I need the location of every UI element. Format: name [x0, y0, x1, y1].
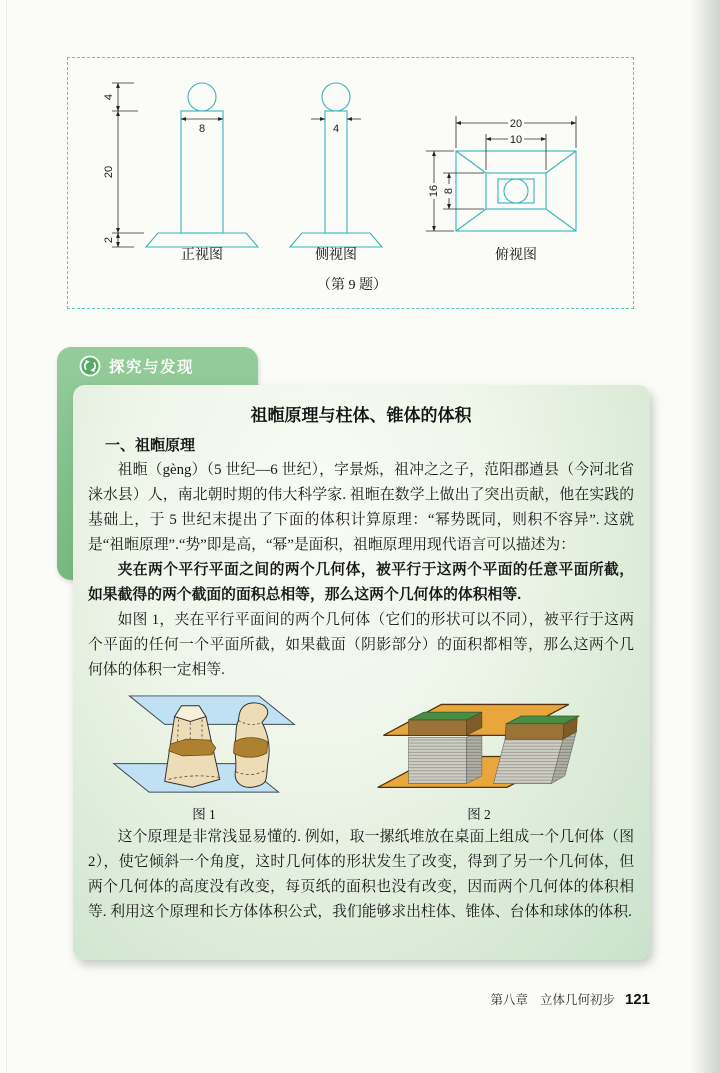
chapter-label: 第八章 — [490, 993, 528, 1007]
three-views-svg — [68, 58, 633, 308]
problem-caption: （第 9 题） — [317, 278, 387, 293]
side-view-label: 侧视图 — [315, 248, 357, 263]
dim-top-inner-height: 8 — [442, 187, 455, 195]
dim-front-column-height: 20 — [102, 165, 115, 179]
problem-views-panel — [67, 57, 634, 309]
figure2-diagram — [370, 689, 588, 799]
bio-paragraph: 祖暅（gèng）（5 世纪—6 世纪），字景烁，祖冲之之子，范阳郡遒县（今河北省涞水县）人，南北朝时期的伟大科学家. 祖暅在数学上做出了突出贡献，他在实践的基础上，于 5 世纪末提出了下面的体积计算原理：“幂势既同，则积不容异”. 这就是“祖暅原理”.“势”即是高，“幂”是面积，祖暅原理用现代语言可以描述为： — [88, 462, 634, 553]
dim-front-column-width: 8 — [198, 123, 206, 135]
explore-badge-label: 探究与发现 — [109, 359, 195, 376]
figures-row — [88, 689, 634, 823]
front-view-drawing — [103, 83, 258, 263]
dim-front-base-height: 2 — [102, 236, 115, 244]
top-view-drawing — [426, 116, 576, 263]
dim-top-inner-width: 10 — [509, 134, 523, 146]
example-paragraph: 这个原理是非常浅显易懂的. 例如，取一摞纸堆放在桌面上组成一个几何体（图 2），使它倾斜一个角度，这时几何体的形状发生了改变，得到了另一个几何体，但两个几何体的高度没有改变，每页纸的面积也没有改变，因而两个几何体的体积相等. 利用这个原理和长方体体积公式，我们能够求出柱体、锥体、台体和球体的体积. — [88, 829, 634, 920]
side-view-drawing — [290, 83, 382, 263]
front-view-label: 正视图 — [181, 248, 223, 263]
dim-top-outer-width: 20 — [509, 118, 523, 130]
explore-content-box — [73, 385, 650, 960]
section-heading: 一、祖暅原理 — [105, 437, 196, 454]
figure1 — [98, 693, 310, 823]
figure2-caption: 图 2 — [467, 807, 491, 822]
figure1-caption: 图 1 — [192, 807, 216, 822]
section-label: 立体几何初步 — [539, 993, 615, 1007]
book-page-edge — [690, 0, 720, 1073]
dim-top-outer-height: 16 — [427, 184, 440, 198]
figure2 — [370, 689, 588, 823]
figure1-diagram — [98, 693, 310, 799]
cycle-arrows-icon — [79, 355, 101, 377]
explore-title: 祖暅原理与柱体、锥体的体积 — [250, 406, 472, 425]
page-footer — [490, 990, 650, 1008]
figure-reference-paragraph: 如图 1，夹在平行平面间的两个几何体（它们的形状可以不同），被平行于这两个平面的任何一个平面所截，如果截面（阴影部分）的面积都相等，那么这两个几何体的体积一定相等. — [88, 612, 634, 678]
dim-front-ball-height: 4 — [102, 93, 115, 101]
dim-side-column-width: 4 — [332, 123, 340, 135]
top-view-label: 俯视图 — [495, 248, 537, 263]
principle-paragraph: 夹在两个平行平面之间的两个几何体，被平行于这两个平面的任意平面所截，如果截得的两个截面的面积总相等，那么这两个几何体的体积相等. — [88, 562, 634, 603]
explore-badge — [79, 353, 194, 379]
page-number: 121 — [624, 991, 650, 1008]
page-left-edge — [6, 0, 7, 1073]
